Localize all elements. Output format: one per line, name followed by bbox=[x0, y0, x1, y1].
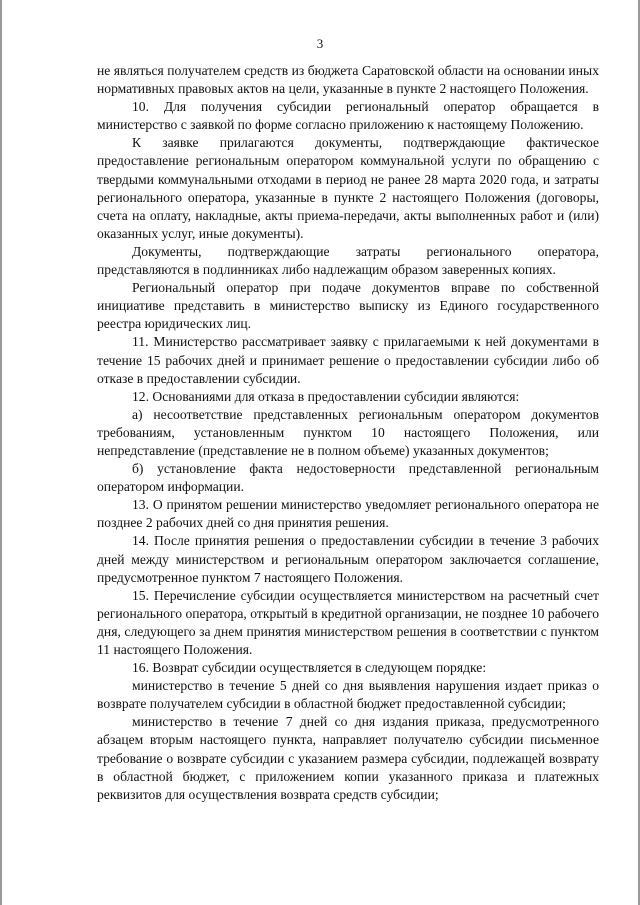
paragraph-attachments: К заявке прилагаются документы, подтверждающие фактическое предоставление региональным оператором коммунальной услуги по обращению с твердыми коммунальными отходами в период не ранее 28 марта 2020 года, и затраты регионального оператора, указанные в пункте 2 настоящего Положения (договоры, счета на оплату, накладные, акты приема-передачи, акты выполненных работ и (или) оказанных услуг, иные документы). bbox=[97, 135, 599, 241]
paragraph-continuation: не являться получателем средств из бюджета Саратовской области на основании иных нормативных правовых актов на цели, указанные в пункте 2 настоящего Положения. bbox=[97, 63, 599, 97]
paragraph-item-16-demand: министерство в течение 7 дней со дня издания приказа, предусмотренного абзацем вторым настоящего пункта, направляет получателю субсидии письменное требование о возврате субсидии с указанием размера субсидии, подлежащей возврату в областной бюджет, с приложением копии указанного приказа и платежных реквизитов для осуществления возврата средств субсидии; bbox=[97, 714, 599, 802]
paragraph-item-11: 11. Министерство рассматривает заявку с прилагаемыми к ней документами в течение 15 рабочих дней и принимает решение о предоставлении субсидии либо об отказе в предоставлении субсидии. bbox=[97, 334, 599, 386]
paragraph-item-12a: а) несоответствие представленных региональным оператором документов требованиям, установленным пунктом 10 настоящего Положения, или непредставление (представление не в полном объеме) указанных документов; bbox=[97, 406, 599, 458]
paragraph-documents: Документы, подтверждающие затраты регионального оператора, представляются в подлинниках либо надлежащим образом заверенных копиях. bbox=[97, 243, 599, 278]
paragraph-item-15: 15. Перечисление субсидии осуществляется министерством на расчетный счет регионального оператора, открытый в кредитной организации, не позднее 10 рабочего дня, следующего за днем принятия министерством решения в соответствии с пунктом 11 настоящего Положения. bbox=[97, 587, 599, 657]
paragraph-item-16: 16. Возврат субсидии осуществляется в следующем порядке: bbox=[132, 660, 487, 676]
paragraph-item-12b: б) установление факта недостоверности представленной региональным оператором информации. bbox=[97, 461, 599, 495]
paragraph-registry-extract: Региональный оператор при подаче документов вправе по собственной инициативе представить в министерство выписку из Единого государственного реестра юридических лиц. bbox=[97, 280, 599, 332]
document-body bbox=[97, 62, 599, 804]
paragraph-item-12: 12. Основаниями для отказа в предоставлении субсидии являются: bbox=[132, 388, 520, 404]
paragraph-item-13: 13. О принятом решении министерство уведомляет регионального оператора не позднее 2 рабочих дней со дня принятия решения. bbox=[97, 497, 599, 531]
paragraph-item-14: 14. После принятия решения о предоставлении субсидии в течение 3 рабочих дней между министерством и региональным оператором заключается соглашение, предусмотренное пунктом 7 настоящего Положения. bbox=[97, 533, 599, 585]
paragraph-item-10: 10. Для получения субсидии региональный оператор обращается в министерство с заявкой по форме согласно приложению к настоящему Положению. bbox=[97, 99, 599, 133]
page-number: 3 bbox=[316, 36, 324, 51]
paragraph-item-16-order: министерство в течение 5 дней со дня выявления нарушения издает приказ о возврате получателем субсидии в областной бюджет предоставленной субсидии; bbox=[97, 678, 599, 712]
